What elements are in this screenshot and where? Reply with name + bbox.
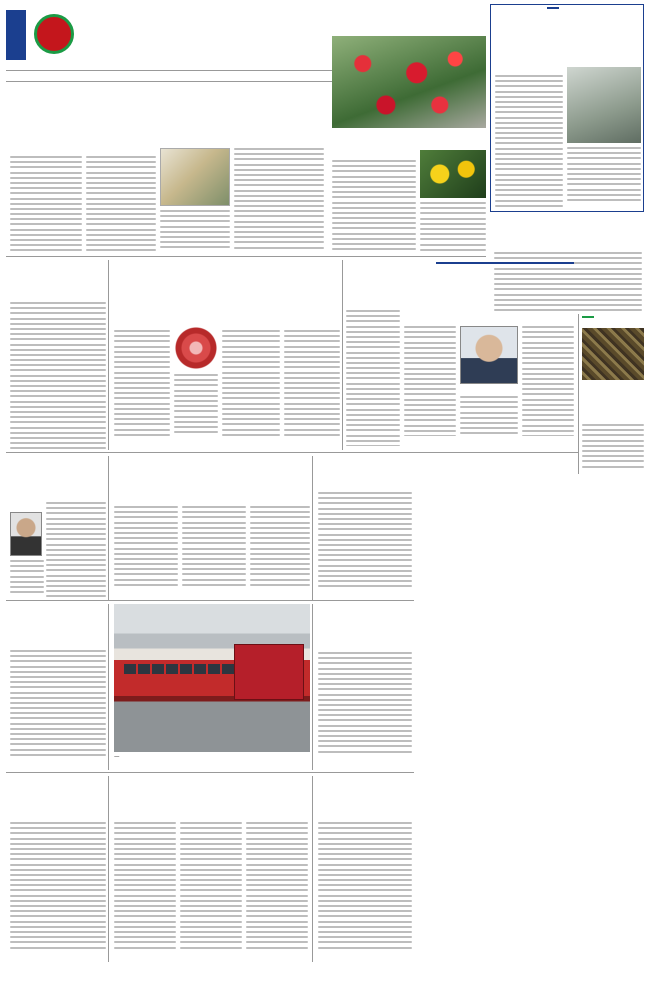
- bus-photo-caption: —: [114, 754, 120, 760]
- edition-tag: [6, 10, 26, 60]
- section-divider-4: [6, 772, 414, 773]
- col-divider-9: [312, 776, 313, 962]
- booth-body-col2: [180, 822, 242, 950]
- flower-yellow-photo: [420, 150, 486, 198]
- lead-body-col1: [10, 156, 82, 252]
- corner-column-label: [547, 7, 559, 9]
- culture-label: [582, 316, 594, 318]
- culture-body: [582, 424, 644, 472]
- brothers-body: [318, 492, 412, 588]
- bank-body-col3: [460, 396, 518, 436]
- humanity-body-col3: [222, 330, 280, 436]
- ship-body: [346, 310, 400, 446]
- lead-body-col2: [86, 156, 156, 252]
- election-body: [46, 502, 106, 598]
- parda-body: [318, 822, 412, 950]
- corner-column: [490, 4, 644, 212]
- election-portrait: [10, 512, 42, 556]
- col-divider-4: [108, 456, 109, 600]
- humanity-body-col2: [174, 374, 218, 436]
- col-divider-6: [108, 604, 109, 770]
- bank-kicker: [436, 262, 574, 264]
- section-divider-1: [6, 256, 486, 257]
- virus-illustration: [174, 326, 218, 370]
- bus-side-2: [234, 644, 304, 700]
- flower-photo: [332, 36, 486, 128]
- anniversary-logo: [34, 14, 74, 54]
- col-divider-2: [342, 260, 343, 450]
- humanity-body-col1: [114, 330, 170, 436]
- corner-column-photo: [567, 67, 641, 143]
- market-body: [494, 252, 642, 312]
- newspaper-title: [100, 18, 106, 56]
- bank-body-col2: [522, 326, 574, 436]
- lead-body-col3: [160, 210, 230, 252]
- section-divider-2: [6, 452, 578, 453]
- chittagong-body: [10, 822, 106, 950]
- lead-body-col4: [234, 148, 324, 252]
- col-divider-5: [312, 456, 313, 600]
- bus-photo: [114, 604, 310, 752]
- python-photo: [582, 328, 644, 380]
- bank-body-col1: [404, 326, 456, 436]
- bank-md-photo: [460, 326, 518, 384]
- flower-body: [332, 160, 416, 252]
- corner-column-body-2: [567, 147, 641, 207]
- flower-body-2: [420, 202, 486, 252]
- padma-body: [318, 652, 412, 758]
- lead-money-illustration: [160, 148, 230, 206]
- infection-body-col2: [182, 506, 246, 588]
- section-divider-3: [6, 600, 414, 601]
- col-divider-8: [108, 776, 109, 962]
- hajj-body: [10, 650, 106, 758]
- election-body-2: [10, 560, 44, 598]
- col-divider-7: [312, 604, 313, 770]
- col-divider-3: [578, 314, 579, 474]
- infection-body-col3: [250, 506, 310, 588]
- reserve-body: [10, 302, 106, 450]
- corner-column-body: [495, 75, 563, 207]
- infection-body-col1: [114, 506, 178, 588]
- booth-body-col1: [114, 822, 176, 950]
- booth-body-col3: [246, 822, 308, 950]
- psa-ad: [416, 476, 644, 966]
- humanity-body-col4: [284, 330, 340, 436]
- col-divider-1: [108, 260, 109, 450]
